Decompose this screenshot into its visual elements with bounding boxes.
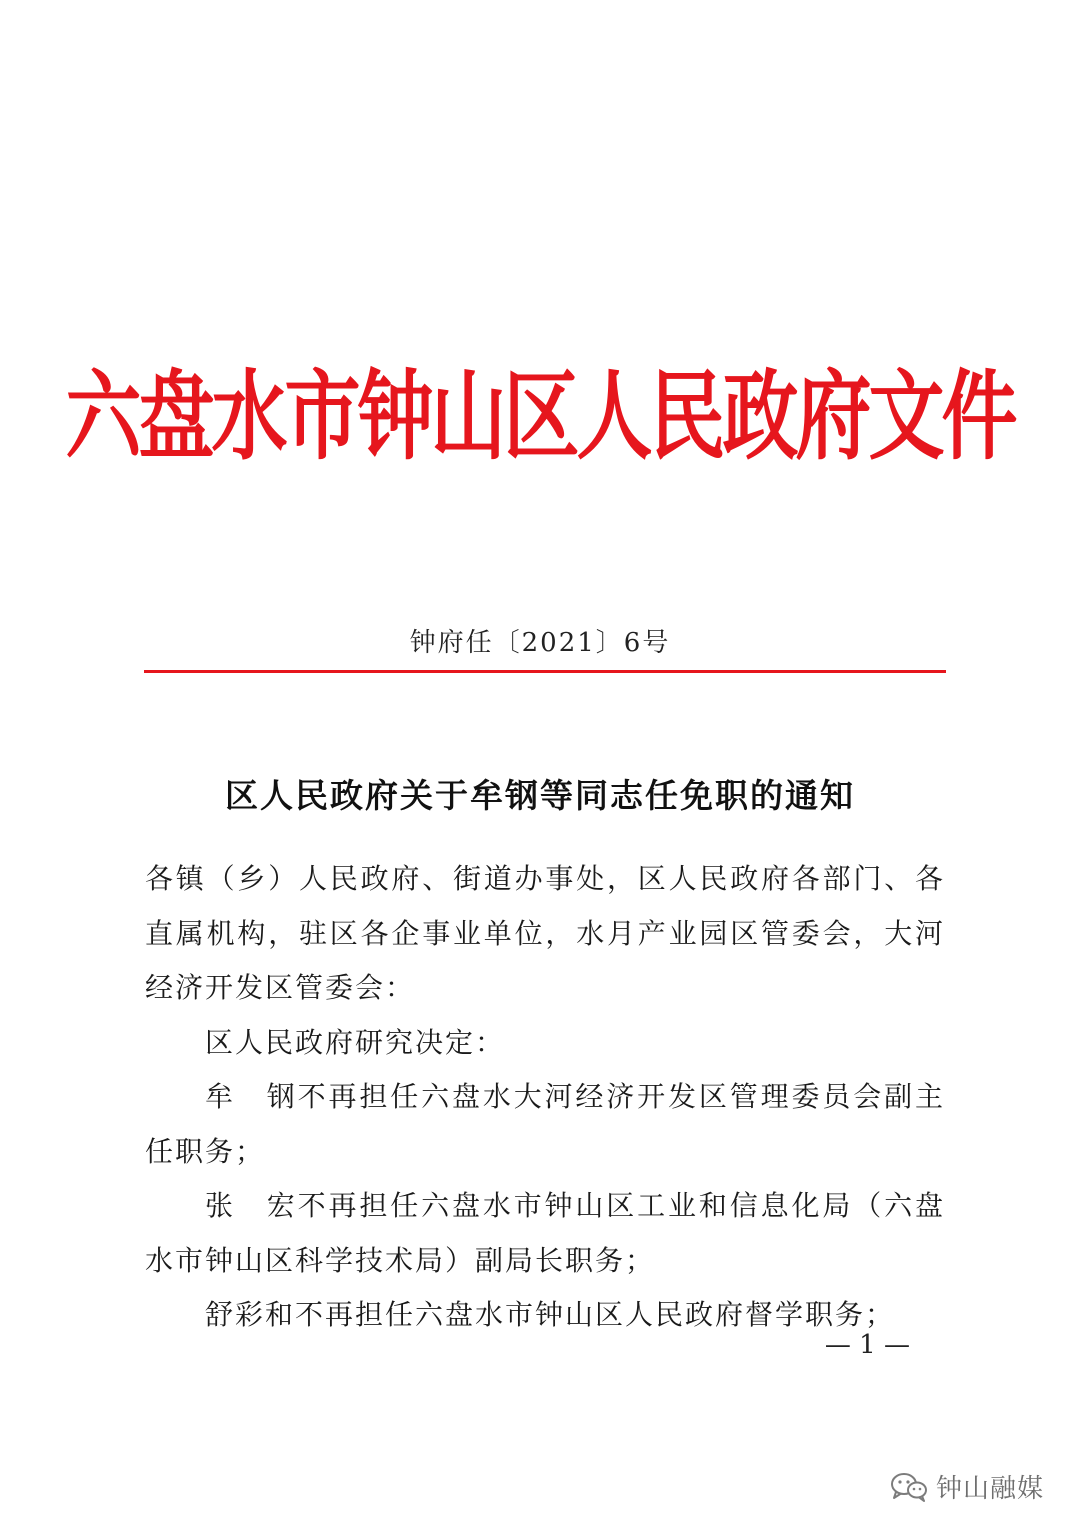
body-paragraph: 区人民政府研究决定： [205, 1025, 506, 1059]
issuer-header-title: 六盘水市钟山区人民政府文件 [65, 359, 1015, 473]
source-watermark [890, 1468, 1044, 1505]
document-title: 区人民政府关于牟钢等同志任免职的通知 [225, 776, 855, 815]
watermark-label: 钟山融媒 [935, 1474, 1044, 1504]
body-paragraph: 舒彩和不再担任六盘水市钟山区人民政府督学职务； [205, 1298, 896, 1331]
document-body [145, 852, 945, 1343]
body-paragraph: 张 宏不再担任六盘水市钟山区工业和信息化局（六盘水市钟山区科学技术局）副局长职务； [145, 1189, 945, 1277]
document-number: 钟府任〔2021〕6号 [409, 628, 671, 658]
wechat-icon [890, 1472, 928, 1502]
red-divider-rule [144, 670, 946, 673]
body-paragraph: 牟 钢不再担任六盘水大河经济开发区管理委员会副主任职务； [145, 1080, 945, 1168]
page-number: — 1 — [824, 1330, 910, 1360]
addressee-paragraph: 各镇（乡）人民政府、街道办事处，区人民政府各部门、各直属机构，驻区各企事业单位，水月产业园区管委会，大河经济开发区管委会： [145, 862, 945, 1004]
